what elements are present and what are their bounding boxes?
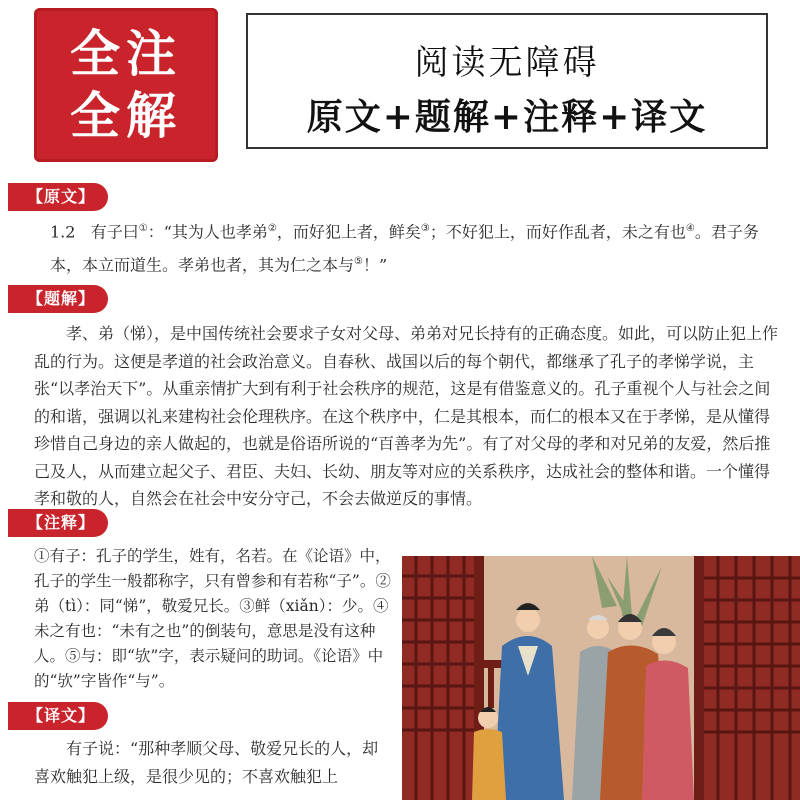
yiwen-text: 有子说：“那种孝顺父母、敬爱兄长的人，却喜欢触犯上级，是很少见的；不喜欢触犯上 xyxy=(34,739,379,786)
section-tag-yiwen: 【译文】 xyxy=(14,702,108,730)
notes-text: ①有子：孔子的学生，姓有，名若。在《论语》中，孔子的学生一般都称字，只有曾参和有若称“子”。②弟（tì）：同“悌”，敬爱兄长。③鲜（xiǎn）：少。④未之有也：“未有之也”的倒装句，意思是没有这种人。⑤与：即“欤”字，表示疑问的助词。《论语》中的“欤”字皆作“与”。 xyxy=(34,547,391,690)
header-subtitle: 阅读无障碍 xyxy=(414,43,600,83)
seal-text-line2: 全解 xyxy=(70,87,182,145)
seal-logo xyxy=(34,8,218,162)
section-tag-jieti: 【题解】 xyxy=(14,285,108,313)
illustration xyxy=(402,556,800,800)
header-title: 原文+题解+注释+译文 xyxy=(306,96,708,138)
original-text: 1.2 有子曰①：“其为人也孝弟②，而好犯上者，鲜矣③；不好犯上，而好作乱者，未之有也④。君子务本，本立而道生。孝弟也者，其为仁之本与⑤！” xyxy=(50,222,759,275)
section-tag-notes: 【注释】 xyxy=(14,509,108,537)
jieti-text: 孝、弟（悌），是中国传统社会要求子女对父母、弟弟对兄长持有的正确态度。如此，可以防止犯上作乱的行为。这便是孝道的社会政治意义。自春秋、战国以后的每个朝代，都继承了孔子的孝悌学说，主张“以孝治天下”。从重亲情扩大到有利于社会秩序的规范，这是有借鉴意义的。孔子重视个人与社会之间的和谐，强调以礼来建构社会伦理秩序。在这个秩序中，仁是其根本，而仁的根本又在于孝悌，是从懂得珍惜自己身边的亲人做起的，也就是俗语所说的“百善孝为先”。有了对父母的孝和对兄弟的友爱，然后推己及人，从而建立起父子、君臣、夫妇、长幼、朋友等对应的关系秩序，达成社会的整体和谐。一个懂得孝和敬的人，自然会在社会中安分守己，不会去做逆反的事情。 xyxy=(34,324,779,508)
seal-text-line1: 全注 xyxy=(70,25,182,83)
section-tag-original: 【原文】 xyxy=(14,183,108,211)
illustration-scene xyxy=(402,556,800,800)
passage-number: 1.2 xyxy=(50,222,76,242)
header-box xyxy=(246,13,768,149)
